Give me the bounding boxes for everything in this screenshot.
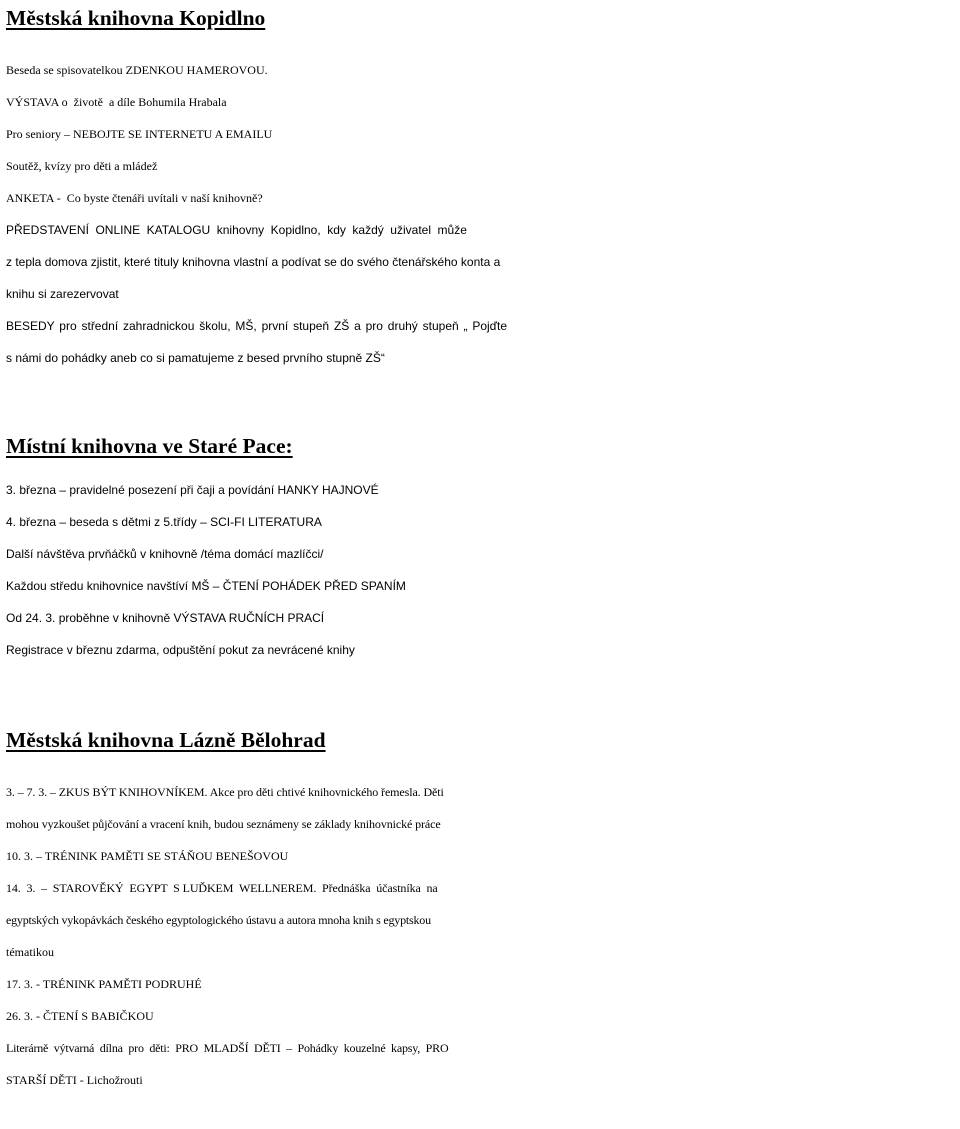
event-line: 4. března – beseda s dětmi z 5.třídy – SCI-FI LITERATURA [6, 515, 322, 529]
event-line: 14. 3. – STAROVĚKÝ EGYPT S LUĎKEM WELLNEREM. Přednáška účastníka na [6, 881, 438, 895]
event-line: Registrace v březnu zdarma, odpuštění pokut za nevrácené knihy [6, 643, 355, 657]
section-lazne-belohrad [6, 724, 956, 1096]
event-line: Beseda se spisovatelkou ZDENKOU HAMEROVOU. [6, 63, 268, 77]
event-line: 3. – 7. 3. – ZKUS BÝT KNIHOVNÍKEM. Akce pro děti chtivé knihovnického řemesla. Děti [6, 785, 444, 799]
section-title-stara-paka: Místní knihovna ve Staré Pace: [6, 434, 293, 458]
event-line: BESEDY pro střední zahradnickou školu, MŠ, první stupeň ZŠ a pro druhý stupeň „ Pojďte [6, 319, 508, 333]
event-line: knihu si zarezervovat [6, 287, 119, 301]
event-line: Pro seniory – NEBOJTE SE INTERNETU A EMAILU [6, 127, 273, 141]
event-line: s námi do pohádky aneb co si pamatujeme z besed prvního stupně ZŠ“ [6, 351, 385, 365]
event-line: Soutěž, kvízy pro děti a mládež [6, 159, 158, 173]
section-stara-paka [6, 430, 956, 666]
event-line: z tepla domova zjistit, které tituly knihovna vlastní a podívat se do svého čtenářského konta a [6, 255, 501, 269]
document-page [6, 0, 956, 1096]
event-line: 3. března – pravidelné posezení při čaji a povídání HANKY HAJNOVÉ [6, 483, 379, 497]
section-title-lazne-belohrad: Městská knihovna Lázně Bělohrad [6, 728, 326, 752]
event-line: Každou středu knihovnice navštíví MŠ – ČTENÍ POHÁDEK PŘED SPANÍM [6, 579, 406, 593]
event-line: tématikou [6, 945, 54, 959]
event-line: 17. 3. - TRÉNINK PAMĚTI PODRUHÉ [6, 977, 202, 991]
event-line: ANKETA - Co byste čtenáři uvítali v naší knihovně? [6, 191, 263, 205]
event-line: egyptských vykopávkách českého egyptologického ústavu a autora mnoha knih s egyptskou [6, 913, 431, 927]
section-kopidlno [6, 2, 956, 374]
event-line: 10. 3. – TRÉNINK PAMĚTI SE STÁŇOU BENEŠOVOU [6, 849, 289, 863]
event-line: Literárně výtvarná dílna pro děti: PRO MLADŠÍ DĚTI – Pohádky kouzelné kapsy, PRO [6, 1041, 449, 1055]
event-line: STARŠÍ DĚTI - Lichožrouti [6, 1073, 143, 1087]
section-title-kopidlno: Městská knihovna Kopidlno [6, 6, 266, 30]
event-line: VÝSTAVA o životě a díle Bohumila Hrabala [6, 95, 227, 109]
event-line: 26. 3. - ČTENÍ S BABIČKOU [6, 1009, 154, 1023]
event-line: PŘEDSTAVENÍ ONLINE KATALOGU knihovny Kopidlno, kdy každý uživatel může [6, 223, 467, 237]
event-line: mohou vyzkoušet půjčování a vracení knih, budou seznámeny se základy knihovnické práce [6, 817, 441, 831]
event-line: Další návštěva prvňáčků v knihovně /téma domácí mazlíčci/ [6, 547, 324, 561]
event-line: Od 24. 3. proběhne v knihovně VÝSTAVA RUČNÍCH PRACÍ [6, 611, 325, 625]
